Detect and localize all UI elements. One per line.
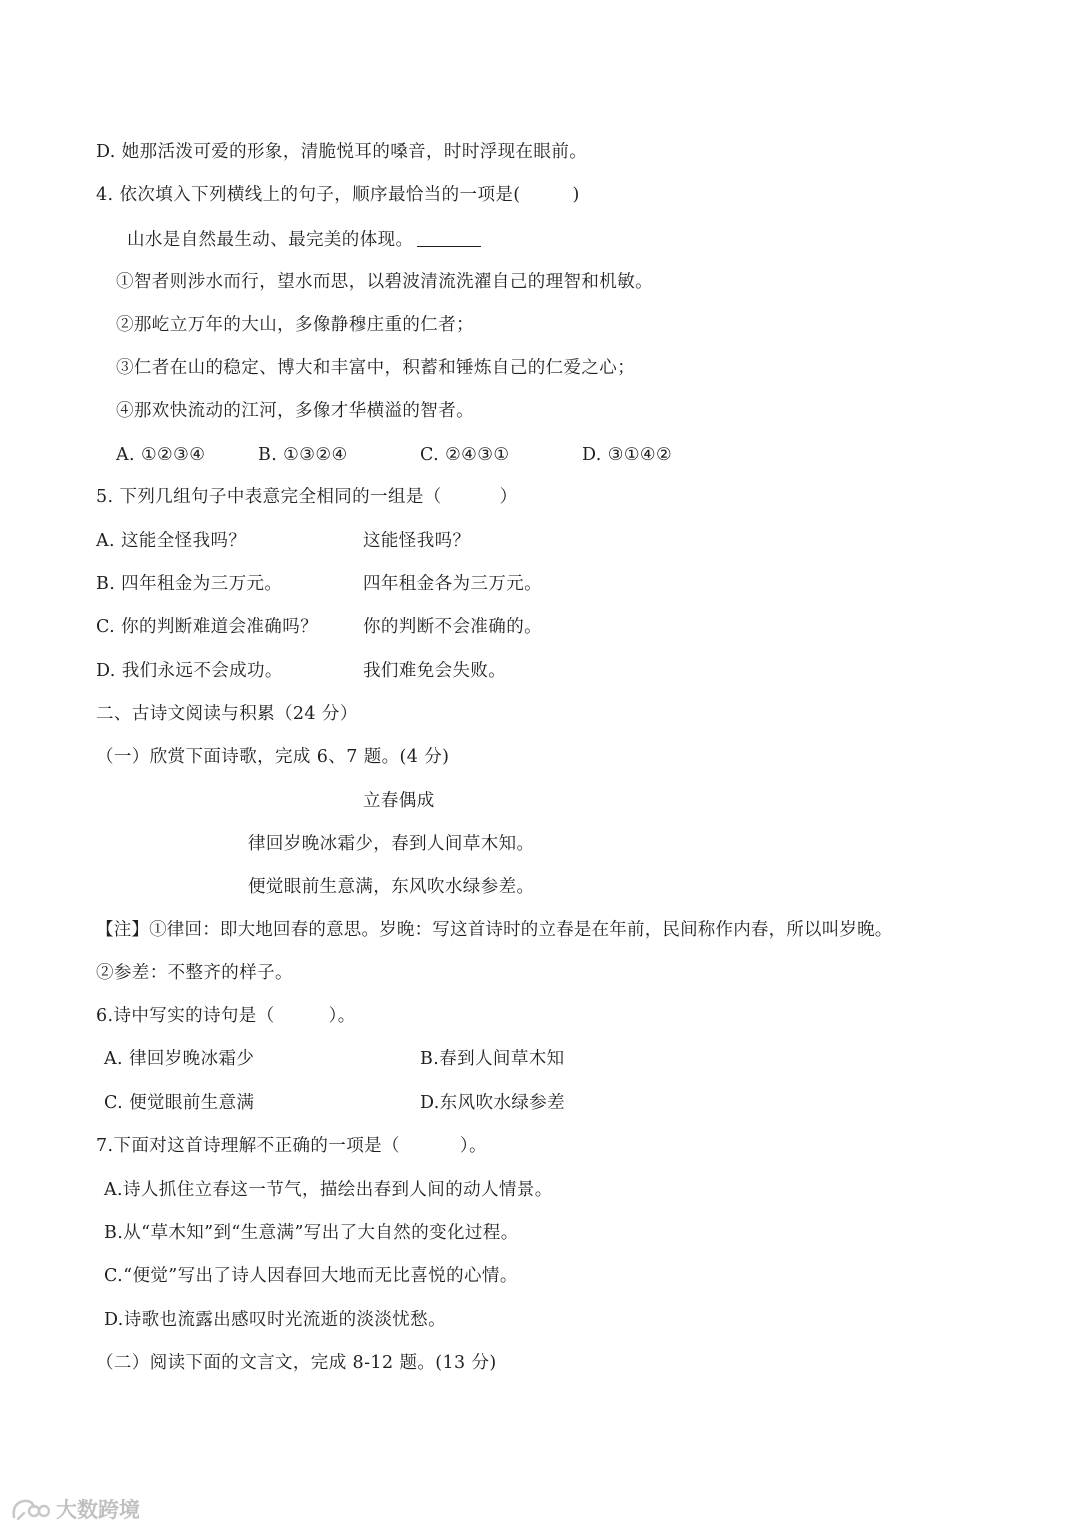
- q5-option-b-right: 四年租金各为三万元。: [363, 574, 542, 594]
- q6-stem: [96, 1004, 356, 1028]
- poem-note-1: 【注】①律回：即大地回春的意思。岁晚：写这首诗时的立春是在年前，民间称作内春，所以叫岁晚。: [96, 920, 893, 940]
- poem-line-2: 便觉眼前生意满，东风吹水绿参差。: [248, 877, 535, 897]
- q4-intro: [127, 228, 481, 252]
- q4-sentence-4: ④那欢快流动的江河，多像才华横溢的智者。: [116, 401, 474, 421]
- q7-option-a[interactable]: A.诗人抓住立春这一节气，描绘出春到人间的动人情景。: [104, 1180, 553, 1200]
- q6-option-a[interactable]: A. 律回岁晚冰霜少: [104, 1049, 255, 1069]
- poem-note-2: ②参差：不整齐的样子。: [96, 963, 293, 983]
- q6-stem-close: ）。: [328, 1006, 356, 1026]
- watermark: [10, 1492, 140, 1526]
- q5-stem: [96, 485, 518, 509]
- q4-intro-text: 山水是自然最生动、最完美的体现。: [127, 230, 414, 250]
- q5-stem-close: ）: [499, 487, 518, 507]
- q5-option-c-right: 你的判断不会准确的。: [363, 617, 542, 637]
- q4-option-a[interactable]: A. ①②③④: [116, 445, 206, 465]
- q4-stem-close: ): [572, 185, 580, 205]
- q7-stem-close: ）。: [459, 1136, 487, 1156]
- poem-title: 立春偶成: [363, 791, 435, 811]
- q4-sentence-1: ①智者则涉水而行，望水而思，以碧波清流洗濯自己的理智和机敏。: [116, 272, 653, 292]
- q5-option-d-left[interactable]: D. 我们永远不会成功。: [96, 661, 283, 681]
- poem-line-1: 律回岁晚冰霜少，春到人间草木知。: [248, 834, 535, 854]
- q5-option-a-right: 这能怪我吗？: [363, 531, 471, 551]
- q5-option-b-left[interactable]: B. 四年租金为三万元。: [96, 574, 283, 594]
- q5-option-a-left[interactable]: A. 这能全怪我吗？: [96, 531, 247, 551]
- q7-stem: [96, 1134, 487, 1158]
- q6-option-b[interactable]: B.春到人间草木知: [420, 1049, 565, 1069]
- q5-option-d-right: 我们难免会失败。: [363, 661, 507, 681]
- q6-option-c[interactable]: C. 便觉眼前生意满: [104, 1093, 255, 1113]
- q6-stem-text: 6.诗中写实的诗句是（: [96, 1006, 275, 1026]
- q4-sentence-3: ③仁者在山的稳定、博大和丰富中，积蓄和锤炼自己的仁爱之心；: [116, 358, 636, 378]
- brand-logo-icon: [10, 1495, 50, 1523]
- section-2-part-1: （一）欣赏下面诗歌，完成 6、7 题。(4 分): [96, 747, 450, 767]
- q6-option-d[interactable]: D.东风吹水绿参差: [420, 1093, 566, 1113]
- q7-option-b[interactable]: B.从“草木知”到“生意满”写出了大自然的变化过程。: [104, 1223, 519, 1243]
- q5-option-c-left[interactable]: C. 你的判断难道会准确吗？: [96, 617, 318, 637]
- q7-option-d[interactable]: D.诗歌也流露出感叹时光流逝的淡淡忧愁。: [104, 1310, 446, 1330]
- section-2-title: 二、古诗文阅读与积累（24 分）: [96, 704, 358, 724]
- q4-option-b[interactable]: B. ①③②④: [258, 445, 348, 465]
- q7-stem-text: 7.下面对这首诗理解不正确的一项是（: [96, 1136, 400, 1156]
- q4-stem: [96, 183, 580, 207]
- q3-option-d: D. 她那活泼可爱的形象，清脆悦耳的嗓音，时时浮现在眼前。: [96, 142, 588, 162]
- q4-stem-text: 4. 依次填入下列横线上的句子，顺序最恰当的一项是(: [96, 185, 521, 205]
- q4-option-c[interactable]: C. ②④③①: [420, 445, 510, 465]
- q4-sentence-2: ②那屹立万年的大山，多像静穆庄重的仁者；: [116, 315, 474, 335]
- q5-stem-text: 5. 下列几组句子中表意完全相同的一组是（: [96, 487, 442, 507]
- q4-fill-blank[interactable]: [417, 228, 481, 247]
- q7-option-c[interactable]: C.“便觉”写出了诗人因春回大地而无比喜悦的心情。: [104, 1266, 518, 1286]
- watermark-text: 大数跨境: [56, 1498, 140, 1522]
- section-2-part-2: （二）阅读下面的文言文，完成 8-12 题。(13 分): [96, 1353, 497, 1373]
- q4-option-d[interactable]: D. ③①④②: [582, 445, 673, 465]
